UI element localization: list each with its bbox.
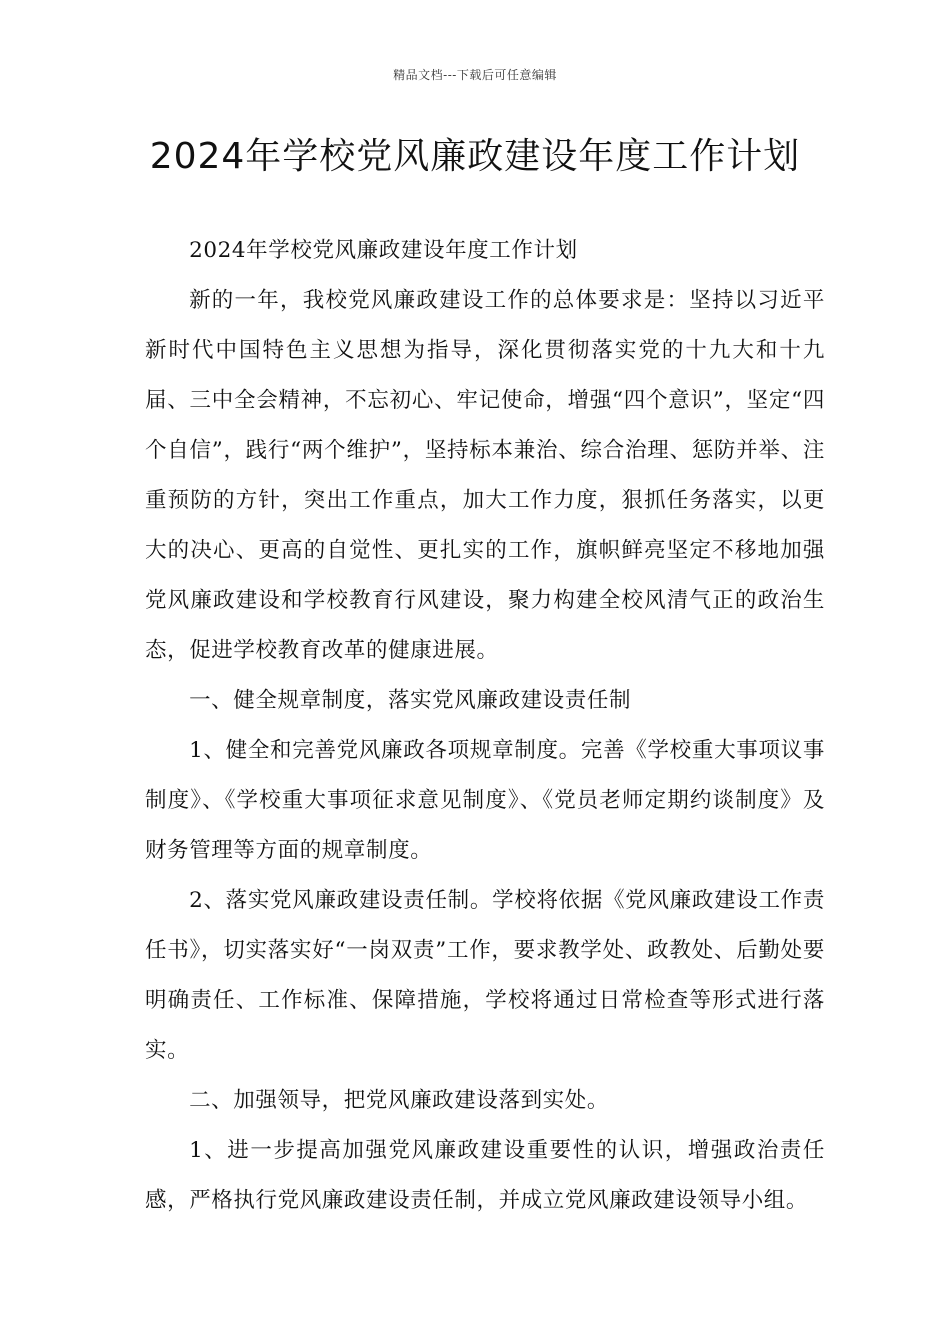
paragraph-subtitle: 2024年学校党风廉政建设年度工作计划	[189, 238, 578, 263]
header-note: 精品文档---下载后可任意编辑	[393, 68, 557, 82]
document-title: 2024年学校党风廉政建设年度工作计划	[149, 136, 801, 177]
paragraph-item-2-1: 1、进一步提高加强党风廉政建设重要性的认识，增强政治责任感，严格执行党风廉政建设责任制，并成立党风廉政建设领导小组。	[145, 1138, 825, 1213]
paragraph-overview: 新的一年，我校党风廉政建设工作的总体要求是：坚持以习近平新时代中国特色主义思想为指导，深化贯彻落实党的十九大和十九届、三中全会精神，不忘初心、牢记使命，增强“四个意识”，坚定“四个自信”，践行“两个维护”，坚持标本兼治、综合治理、惩防并举、注重预防的方针，突出工作重点，加大工作力度，狠抓任务落实，以更大的决心、更高的自觉性、更扎实的工作，旗帜鲜亮坚定不移地加强党风廉政建设和学校教育行风建设，聚力构建全校风清气正的政治生态，促进学校教育改革的健康进展。	[145, 288, 825, 663]
paragraph-item-1-1: 1、健全和完善党风廉政各项规章制度。完善《学校重大事项议事制度》、《学校重大事项征求意见制度》、《党员老师定期约谈制度》及财务管理等方面的规章制度。	[145, 738, 825, 863]
document-body	[145, 226, 825, 1226]
section-heading-2: 二、加强领导，把党风廉政建设落到实处。	[189, 1088, 609, 1113]
paragraph-item-1-2: 2、落实党风廉政建设责任制。学校将依据《党风廉政建设工作责任书》，切实落实好“一岗双责”工作，要求教学处、政教处、后勤处要明确责任、工作标准、保障措施，学校将通过日常检查等形式进行落实。	[145, 888, 825, 1063]
section-heading-1: 一、健全规章制度，落实党风廉政建设责任制	[189, 688, 632, 713]
